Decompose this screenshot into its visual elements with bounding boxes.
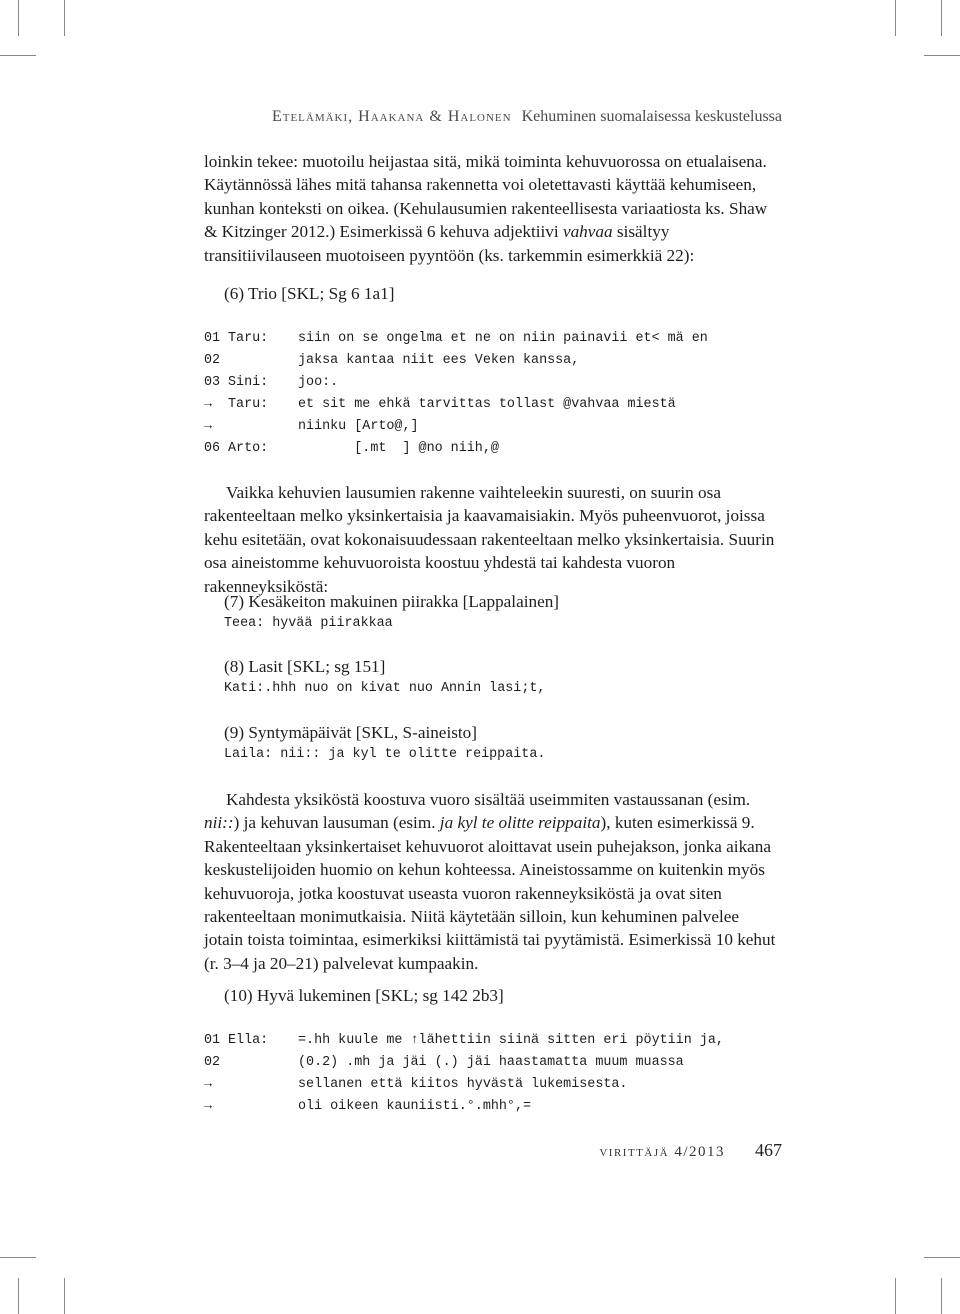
crop-mark	[895, 1278, 896, 1314]
crop-mark	[18, 1278, 19, 1314]
line-number: 02	[204, 1055, 221, 1070]
crop-mark	[0, 1257, 36, 1258]
body-paragraph-1	[204, 150, 782, 267]
example-8-line	[224, 681, 545, 696]
para1-text-a: loinkin tekee: muotoilu heijastaa sitä, mikä toiminta kehuvuorossa on etualaisena. Käytännössä lähes mitä tahansa rakennetta voi oletettavasti käyttää kehumiseen, kunhan konteksti on oikea. (Kehulausumien rakenteellisesta variaatiosta ks. Shaw & Kitzinger 2012.) Esimerkissä 6 kehuva adjektiivi	[204, 152, 768, 242]
crop-mark	[941, 1278, 942, 1314]
crop-mark	[64, 0, 65, 36]
speaker: Taru:	[228, 331, 269, 346]
crop-mark	[924, 55, 960, 56]
example-9-title: (9) Syntymäpäivät [SKL, S-aineisto]	[224, 723, 477, 742]
example-8-title: (8) Lasit [SKL; sg 151]	[224, 657, 386, 676]
utterance: .hhh nuo on kivat nuo Annin lasi;t,	[264, 681, 546, 696]
arrow-marker: →	[204, 397, 213, 412]
speaker: Teea:	[224, 616, 265, 631]
example-9-line	[224, 747, 545, 762]
line-number: 01	[204, 331, 221, 346]
speaker: Sini:	[228, 375, 269, 390]
example-10-title: (10) Hyvä lukeminen [SKL; sg 142 2b3]	[224, 986, 504, 1005]
body-paragraph-2: Vaikka kehuvien lausumien rakenne vaihteleekin suuresti, on suurin osa rakenteeltaan melko yksinkertaisia ja kaavamaisiakin. Myös puheenvuorot, joissa kehu esitetään, ovat kokonaisuudessaan rakenteeltaan melko yksinkertaisia. Suurin osa aineistomme kehuvuoroista koostuu yhdestä tai kahdesta vuoron rakenneyksiköstä:	[204, 483, 775, 596]
example-6-title: (6) Trio [SKL; Sg 6 1a1]	[224, 284, 395, 303]
utterance: siin on se ongelma et ne on niin painavii et< mä en	[298, 331, 708, 346]
journal-name: virittäjä 4/2013	[599, 1144, 725, 1160]
utterance: jaksa kantaa niit ees Veken kanssa,	[298, 353, 580, 368]
para3-italic-a: nii::	[204, 813, 234, 833]
crop-mark	[64, 1278, 65, 1314]
arrow-marker: →	[204, 419, 213, 434]
example-7-title: (7) Kesäkeiton makuinen piirakka [Lappalainen]	[224, 592, 560, 611]
body-paragraph-3	[204, 788, 782, 975]
utterance: niinku [Arto@,]	[298, 419, 419, 434]
page-footer	[599, 1140, 782, 1161]
line-number: 06	[204, 441, 221, 456]
crop-mark	[895, 0, 896, 36]
speaker: Ella:	[228, 1033, 269, 1048]
utterance: oli oikeen kauniisti.°.mhh°,=	[298, 1099, 532, 1114]
line-number: 03	[204, 375, 221, 390]
page-number: 467	[755, 1140, 782, 1160]
speaker: Taru:	[228, 397, 269, 412]
line-number: 01	[204, 1033, 221, 1048]
line-number: 02	[204, 353, 221, 368]
para3-text-a: Kahdesta yksiköstä koostuva vuoro sisältää useimmiten vastaussanan (esim.	[226, 790, 751, 809]
crop-mark	[18, 0, 19, 36]
utterance: et sit me ehkä tarvittas tollast @vahvaa miestä	[298, 397, 676, 412]
speaker: Arto:	[228, 441, 269, 456]
crop-mark	[0, 55, 36, 56]
utterance: sellanen että kiitos hyvästä lukemisesta.	[298, 1077, 628, 1092]
running-header	[272, 108, 782, 126]
crop-mark	[941, 0, 942, 36]
arrow-marker: →	[204, 1099, 213, 1114]
para3-text-c: ), kuten esimerkissä 9. Rakenteeltaan yksinkertaiset kehuvuorot aloittavat usein puhejakson, jonka aikana keskustelijoiden huomio on kehun kohteessa. Aineistossamme on kuitenkin myös kehuvuoroja, jotka koostuvat useasta vuoron rakenneyksiköstä ja ovat siten rakenteeltaan monimutkaisia. Niitä käytetään silloin, kun kehuminen palvelee jotain toista toimintaa, esimerkiksi kiittämistä tai pyytämistä. Esimerkissä 10 kehut (r. 3–4 ja 20–21) palvelevat kumpaakin.	[204, 813, 776, 973]
header-authors: Etelämäki, Haakana & Halonen	[271, 108, 512, 125]
utterance: =.hh kuule me ↑lähettiin siinä sitten eri pöytiin ja,	[298, 1033, 724, 1048]
crop-mark	[924, 1257, 960, 1258]
para1-text-b: sisältyy transitiivilauseen muotoiseen pyyntöön (ks. tarkemmin esimerkkiä 22):	[204, 222, 695, 265]
arrow-marker: →	[204, 1077, 213, 1092]
example-7-line	[224, 616, 393, 631]
utterance: (0.2) .mh ja jäi (.) jäi haastamatta muum muassa	[298, 1055, 684, 1070]
utterance: nii:: ja kyl te olitte reippaita.	[280, 747, 546, 762]
speaker: Kati:	[224, 681, 265, 696]
utterance: joo:.	[298, 375, 339, 390]
header-article-title: Kehuminen suomalaisessa keskustelussa	[521, 108, 782, 125]
utterance: [.mt ] @no niih,@	[298, 441, 499, 456]
speaker: Laila:	[224, 747, 273, 762]
utterance: hyvää piirakkaa	[272, 616, 393, 631]
para3-text-b: ) ja kehuvan lausuman (esim.	[233, 813, 440, 833]
para1-italic: vahvaa	[562, 222, 613, 242]
para3-italic-b: ja kyl te olitte reippaita	[439, 813, 601, 833]
